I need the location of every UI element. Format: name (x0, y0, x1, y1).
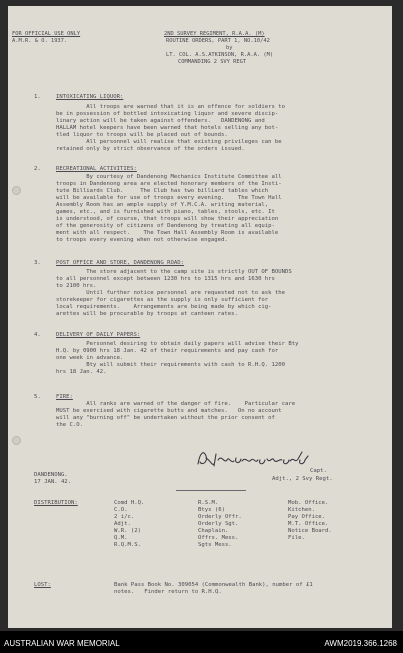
distribution-entry: Chaplain. (198, 528, 229, 534)
body-line: All troops are warned that it is an offence for soldiers to (56, 104, 286, 110)
signatory-appointment: Adjt., 2 Svy Regt. (272, 476, 333, 482)
body-line: to all personnel except between 1230 hrs to 1315 hrs and 1630 hrs (56, 276, 275, 282)
item-title: RECREATIONAL ACTIVITIES: (56, 166, 137, 172)
place: DANDENONG. (34, 472, 68, 478)
commander-appointment: COMMANDING 2 SVY REGT (178, 59, 247, 65)
body-line: Personnel desiring to obtain daily papers will advise their Bty (56, 341, 299, 347)
distribution-entry: Orderly Offr. (198, 514, 242, 520)
lost-line: Bank Pass Book No. 309054 (Commonwealth Bank), number of £1 (114, 582, 313, 588)
divider (176, 490, 246, 491)
lost-line: notes. Finder return to R.H.Q. (114, 589, 222, 595)
body-line: Until further notice personnel are requested not to ask the (56, 290, 286, 296)
body-line: the C.O. (56, 422, 83, 428)
body-line: retained only by strict observance of the orders issued. (56, 146, 245, 152)
distribution-entry: 2 i/c. (114, 514, 135, 520)
distribution-entry: W.R. (2) (114, 528, 141, 534)
classification-line: FOR OFFICIAL USE ONLY (12, 31, 81, 37)
body-line: tled liquor to troops will be placed out of bounds. (56, 132, 228, 138)
body-line: arettes will be procurable by troops at canteen rates. (56, 311, 238, 317)
distribution-entry: Sgts Mess. (198, 542, 232, 548)
archive-footer (0, 631, 403, 653)
distribution-entry: Orderly Sgt. (198, 521, 239, 527)
distribution-entry: R.Q.M.S. (114, 542, 141, 548)
distribution-entry: Pay Office. (288, 514, 326, 520)
date: 17 JAN. 42. (34, 479, 72, 485)
institution-name: AUSTRALIAN WAR MEMORIAL (4, 639, 120, 648)
item-title: INTOXICATING LIQUOR: (56, 94, 124, 100)
body-line: Bty will submit their requirements with cash to R.H.Q. 1200 (56, 362, 286, 368)
regulation-ref: A.M.R. & O. 1937. (12, 38, 68, 44)
punch-hole (12, 186, 21, 195)
body-line: All personnel will realise that existing privileges can be (56, 139, 282, 145)
body-line: will be available for use of troops every evening. The Town Hall (56, 195, 282, 201)
punch-hole (12, 436, 21, 445)
orders-title: ROUTINE ORDERS, PART 1, NO.10/42 (166, 38, 270, 44)
distribution-entry: Offrs. Mess. (198, 535, 239, 541)
body-line: be in possession of bottled intoxicating liquor and severe discip- (56, 111, 279, 117)
lost-label: LOST: (34, 582, 51, 588)
body-line: will any "burning off" be undertaken without the prior consent of (56, 415, 275, 421)
body-line: HALLAM hotel keepers have been warned that hotels selling any bot- (56, 125, 279, 131)
body-line: to 2100 hrs. (56, 283, 97, 289)
item-number: 4. (34, 332, 41, 338)
body-line: H.Q. by 0900 hrs 18 Jan. 42 of their requirements and pay cash for (56, 348, 279, 354)
item-title: POST OFFICE AND STORE, DANDENONG ROAD: (56, 260, 184, 266)
body-line: All ranks are warned of the danger of fire. Particular care (56, 401, 296, 407)
document-page (8, 6, 392, 628)
item-title: DELIVERY OF DAILY PAPERS: (56, 332, 141, 338)
body-line: linary action will be taken against offenders. DANDENONG and (56, 118, 265, 124)
body-line: local requirements. Arrangements are being made by which cig- (56, 304, 272, 310)
body-line: to troops every evening when not otherwise engaged. (56, 237, 228, 243)
distribution-entry: Q.M. (114, 535, 128, 541)
body-line: tute Billiards Club. The Club has two billiard tables which (56, 188, 269, 194)
unit-title: 2ND SURVEY REGIMENT, R.A.A. (M) (164, 31, 265, 37)
catalogue-number: AWM2019.366.1268 (324, 639, 397, 648)
body-line: troops in Dandenong area are elected honorary members of the Insti- (56, 181, 282, 187)
distribution-entry: Notice Board. (288, 528, 332, 534)
item-number: 5. (34, 394, 41, 400)
distribution-entry: Kitchen. (288, 507, 315, 513)
distribution-entry: M.T. Office. (288, 521, 329, 527)
body-line: games, etc., and is furnished with piano, tables, stools, etc. It (56, 209, 275, 215)
body-line: hrs 18 Jan. 42. (56, 369, 107, 375)
distribution-entry: C.O. (114, 507, 128, 513)
distribution-entry: Btys (6) (198, 507, 225, 513)
body-line: MUST be exercised with cigarette butts and matches. On no account (56, 408, 282, 414)
distribution-entry: Adjt. (114, 521, 131, 527)
distribution-entry: R.S.M. (198, 500, 219, 506)
signatory-rank: Capt. (310, 468, 327, 474)
body-line: of the generosity of citizens of Dandenong by treating all equip- (56, 223, 275, 229)
item-number: 3. (34, 260, 41, 266)
item-number: 2. (34, 166, 41, 172)
commander-name: LT. COL. A.S.ATKINSON, R.A.A. (M) (166, 52, 274, 58)
body-line: storekeeper for cigarettes as the supply is only sufficient for (56, 297, 269, 303)
distribution-entry: Comd H.Q. (114, 500, 145, 506)
body-line: By courtesy of Dandenong Mechanics Institute Committee all (56, 174, 282, 180)
handwritten-signature (194, 448, 330, 470)
distribution-label: DISTRIBUTION: (34, 500, 78, 506)
body-line: Assembly Room has an ample supply of Y.M.C.A. writing material, (56, 202, 269, 208)
body-line: ment with all respect. The Town Hall Assembly Room is available (56, 230, 279, 236)
distribution-entry: File. (288, 535, 305, 541)
body-line: The store adjacent to the camp site is strictly OUT OF BOUNDS (56, 269, 292, 275)
item-number: 1. (34, 94, 41, 100)
distribution-entry: Mob. Office. (288, 500, 329, 506)
item-title: FIRE: (56, 394, 73, 400)
by-line: by (226, 45, 233, 51)
body-line: one week in advance. (56, 355, 124, 361)
body-line: is understood, of course, that troops will show their appreciation (56, 216, 279, 222)
